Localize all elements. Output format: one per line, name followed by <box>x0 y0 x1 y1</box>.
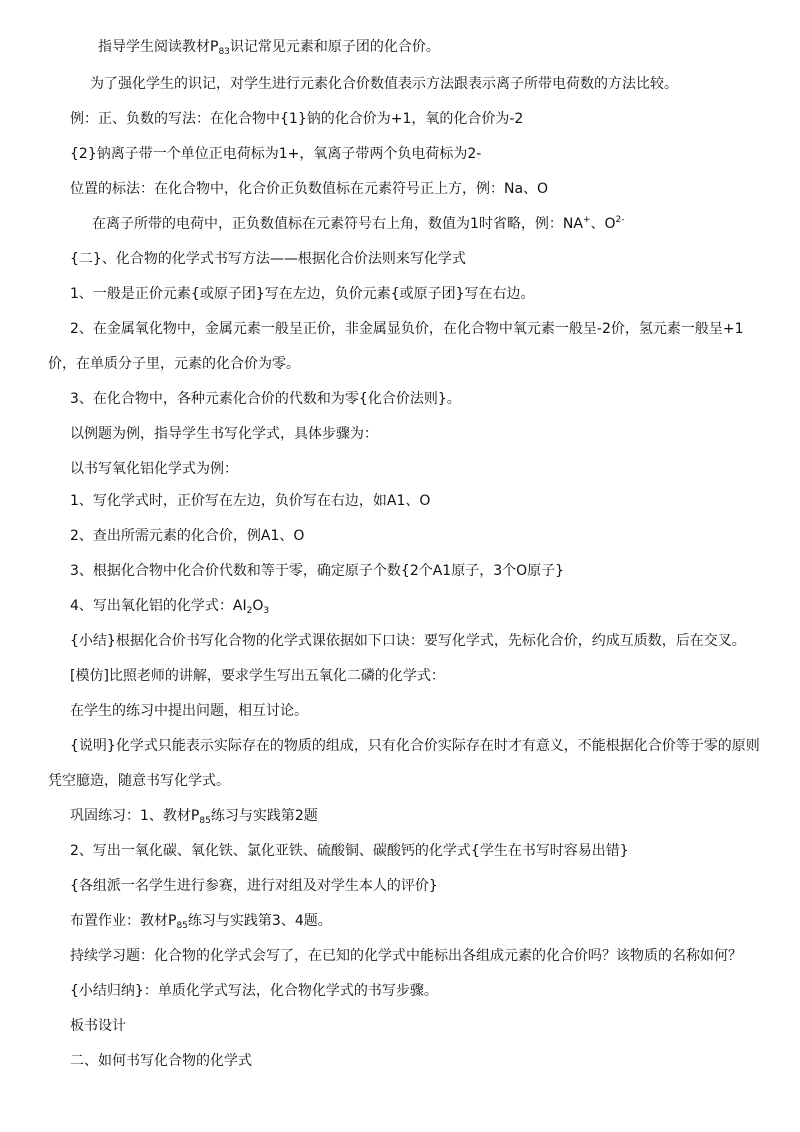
text-line: 2、查出所需元素的化合价，例A1、O <box>70 528 305 544</box>
text-line <box>70 912 332 930</box>
text-run: P <box>210 39 219 55</box>
text-line: {2}钠离子带一个单位正电荷标为1+，氧离子带两个负电荷标为2- <box>70 146 482 162</box>
text-line: 板书设计 <box>70 1018 126 1034</box>
text-line: {小结}根据化合价书写化合物的化学式课依据如下口诀：要写化学式，先标化合价，约成互质数，后在交叉。 <box>70 633 746 649</box>
text-run: P <box>168 913 177 929</box>
text-line: 以例题为例，指导学生书写化学式，具体步骤为： <box>70 426 378 442</box>
text-run: O <box>252 598 264 614</box>
text-line: 2、写出一氧化碳、氧化铁、氯化亚铁、硫酸铜、碳酸钙的化学式{学生在书写时容易出错} <box>70 843 629 859</box>
text-line: 3、在化合物中，各种元素化合价的代数和为零{化合价法则}。 <box>70 391 461 407</box>
text-line: {各组派一名学生进行参赛，进行对组及对学生本人的评价} <box>70 878 438 894</box>
text-line: 价，在单质分子里，元素的化合价为零。 <box>48 356 300 372</box>
text-run: 练习与实践第3、4题。 <box>187 913 332 929</box>
text-run: 巩固练习：1、教材 <box>70 808 191 824</box>
text-line: 二、如何书写化合物的化学式 <box>70 1053 252 1069</box>
text-line: 例：正、负数的写法：在化合物中{1}钠的化合价为+1，氧的化合价为-2 <box>70 111 524 127</box>
text-line: 凭空臆造，随意书写化学式。 <box>48 773 230 789</box>
subscript: 2 <box>246 606 253 616</box>
text-line: 以书写氧化铝化学式为例： <box>70 461 238 477</box>
text-run: 、O <box>590 216 616 232</box>
superscript: + <box>582 215 591 225</box>
text-run: 练习与实践第2题 <box>210 808 318 824</box>
subscript: 85 <box>176 921 188 931</box>
text-run: 4、写出氧化铝的化学式：AI <box>70 598 247 614</box>
text-line <box>98 38 440 56</box>
subscript: 85 <box>199 816 211 826</box>
subscript: 3 <box>263 606 270 616</box>
text-line: 1、写化学式时，正价写在左边，负价写在右边，如A1、O <box>70 493 431 509</box>
text-line <box>70 597 269 615</box>
text-line: 3、根据化合物中化合价代数和等于零，确定原子个数{2个A1原子，3个O原子} <box>70 563 565 579</box>
text-line: {二}、化合物的化学式书写方法——根据化合价法则来写化学式 <box>70 251 466 267</box>
text-line: 持续学习题：化合物的化学式会写了，在已知的化学式中能标出各组成元素的化合价吗？该物质的名称如何？ <box>70 948 742 964</box>
text-run: 在离子所带的电荷中，正负数值标在元素符号右上角，数值为1时省略，例：NA <box>92 216 583 232</box>
superscript: 2- <box>615 215 625 225</box>
text-line: 位置的标法：在化合物中，化合价正负数值标在元素符号正上方，例：Na、O <box>70 181 549 197</box>
text-line: [模仿]比照老师的讲解，要求学生写出五氧化二磷的化学式： <box>70 668 445 684</box>
text-line <box>92 215 625 233</box>
text-line: {小结归纳}：单质化学式写法，化合物化学式的书写步骤。 <box>70 983 438 999</box>
text-run: 识记常见元素和原子团的化合价。 <box>229 39 440 55</box>
text-line: 1、一般是正价元素{或原子团}写在左边，负价元素{或原子团}写在右边。 <box>70 286 535 302</box>
subscript: 83 <box>218 47 230 57</box>
text-line: 为了强化学生的识记，对学生进行元素化合价数值表示方法跟表示离子所带电荷数的方法比较。 <box>90 76 678 92</box>
text-line: 在学生的练习中提出问题，相互讨论。 <box>70 703 308 719</box>
text-run: P <box>190 808 200 824</box>
text-line: 2、在金属氧化物中，金属元素一般呈正价，非金属显负价，在化合物中氧元素一般呈-2价，氢元素一般呈+1 <box>70 321 744 337</box>
text-line <box>70 807 318 825</box>
text-run: 布置作业：教材 <box>70 913 168 929</box>
text-line: {说明}化学式只能表示实际存在的物质的组成，只有化合价实际存在时才有意义，不能根据化合价等于零的原则 <box>70 738 760 754</box>
text-run: 指导学生阅读教材 <box>98 39 210 55</box>
